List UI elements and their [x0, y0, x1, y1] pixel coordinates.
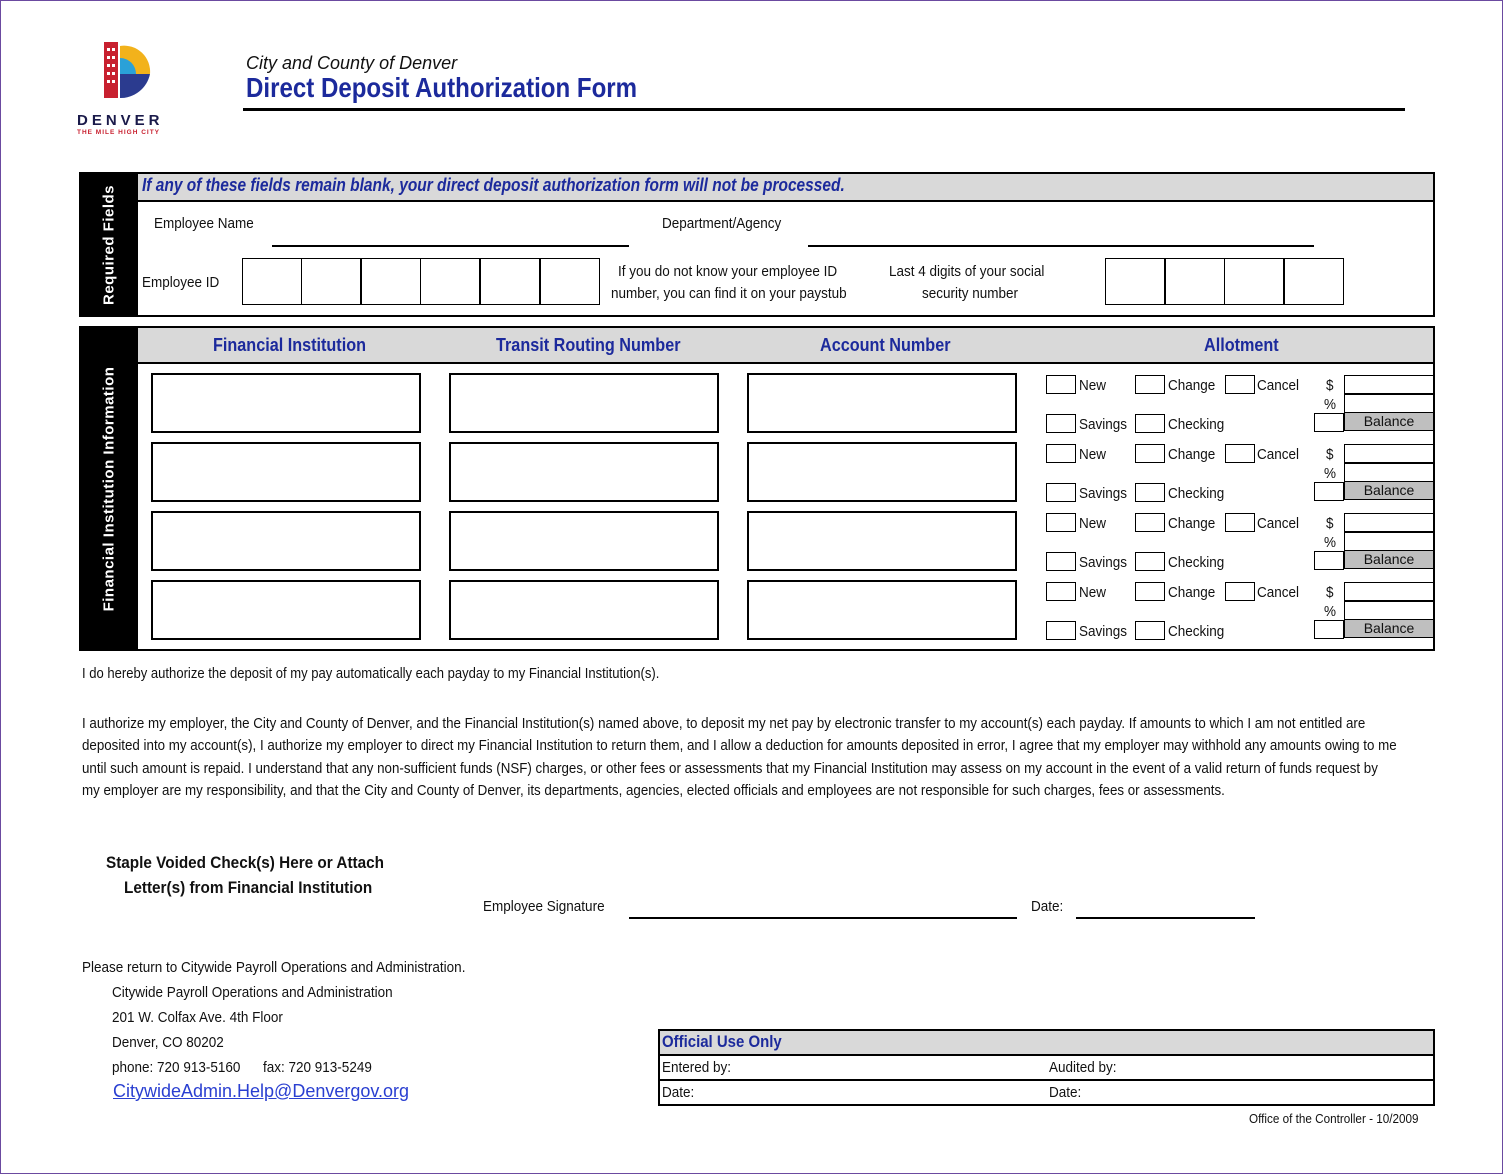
amount-input-2[interactable]	[1344, 444, 1434, 463]
balance-checkbox-4[interactable]	[1314, 620, 1344, 639]
return-email-link[interactable]: CitywideAdmin.Help@Denvergov.org	[113, 1081, 410, 1101]
balance-checkbox-2[interactable]	[1314, 482, 1344, 501]
col-financial-institution: Financial Institution	[213, 335, 366, 355]
ssn-digit-2[interactable]	[1165, 258, 1225, 305]
routing-input-1[interactable]	[449, 373, 719, 433]
ssn-label-line2: security number	[922, 285, 1019, 302]
dollar-label: $	[1326, 584, 1334, 601]
cancel-label: Cancel	[1257, 377, 1300, 394]
change-label: Change	[1168, 515, 1216, 532]
return-phone: phone: 720 913-5160	[112, 1059, 241, 1076]
id-hint-line2: number, you can find it on your paystub	[611, 285, 847, 302]
entered-by-label: Entered by:	[662, 1059, 732, 1076]
signature-label: Employee Signature	[483, 898, 605, 915]
account-input-3[interactable]	[747, 511, 1017, 571]
balance-label: Balance	[1344, 619, 1434, 638]
employee-id-digit-4[interactable]	[420, 258, 480, 305]
signature-date-label: Date:	[1031, 898, 1064, 915]
change-checkbox-1[interactable]	[1135, 375, 1165, 394]
employee-id-digit-2[interactable]	[301, 258, 361, 305]
staple-line1: Staple Voided Check(s) Here or Attach	[106, 853, 385, 872]
checking-label: Checking	[1168, 623, 1225, 640]
cancel-checkbox-4[interactable]	[1225, 582, 1255, 601]
percent-input-1[interactable]	[1344, 394, 1434, 413]
footer-office: Office of the Controller - 10/2009	[1249, 1111, 1419, 1126]
new-label: New	[1079, 515, 1107, 532]
ssn-digit-4[interactable]	[1284, 258, 1344, 305]
institution-input-4[interactable]	[151, 580, 421, 640]
official-date1-label: Date:	[662, 1084, 695, 1101]
dollar-label: $	[1326, 515, 1334, 532]
savings-checkbox-1[interactable]	[1046, 414, 1076, 433]
percent-label: %	[1324, 396, 1337, 413]
id-hint-line1: If you do not know your employee ID	[618, 263, 838, 280]
new-checkbox-4[interactable]	[1046, 582, 1076, 601]
title-rule	[243, 108, 1405, 111]
checking-checkbox-2[interactable]	[1135, 483, 1165, 502]
employee-name-label: Employee Name	[154, 215, 254, 232]
new-label: New	[1079, 584, 1107, 601]
savings-label: Savings	[1079, 554, 1128, 571]
checking-checkbox-1[interactable]	[1135, 414, 1165, 433]
logo-tagline: THE MILE HIGH CITY	[77, 129, 160, 136]
employee-id-digit-3[interactable]	[361, 258, 421, 305]
change-label: Change	[1168, 377, 1216, 394]
department-field[interactable]	[808, 245, 1314, 247]
savings-checkbox-2[interactable]	[1046, 483, 1076, 502]
col-account-number: Account Number	[820, 335, 951, 355]
org-name: City and County of Denver	[246, 53, 458, 73]
return-address1: 201 W. Colfax Ave. 4th Floor	[112, 1009, 283, 1026]
institution-input-3[interactable]	[151, 511, 421, 571]
checking-label: Checking	[1168, 554, 1225, 571]
account-input-1[interactable]	[747, 373, 1017, 433]
ssn-digit-1[interactable]	[1105, 258, 1165, 305]
percent-input-4[interactable]	[1344, 601, 1434, 620]
balance-label: Balance	[1344, 550, 1434, 569]
percent-label: %	[1324, 534, 1337, 551]
routing-input-2[interactable]	[449, 442, 719, 502]
percent-input-2[interactable]	[1344, 463, 1434, 482]
dollar-label: $	[1326, 446, 1334, 463]
checking-checkbox-3[interactable]	[1135, 552, 1165, 571]
denver-logo-icon	[98, 40, 154, 100]
staple-line2: Letter(s) from Financial Institution	[124, 878, 373, 897]
savings-label: Savings	[1079, 485, 1128, 502]
institution-input-2[interactable]	[151, 442, 421, 502]
savings-checkbox-4[interactable]	[1046, 621, 1076, 640]
financial-side-label: Financial Institution Information	[100, 366, 117, 611]
required-fields-side	[79, 172, 138, 317]
required-fields-side-label: Required Fields	[100, 184, 117, 305]
balance-checkbox-3[interactable]	[1314, 551, 1344, 570]
signature-date-field[interactable]	[1076, 917, 1255, 919]
return-address2: Denver, CO 80202	[112, 1034, 224, 1051]
employee-id-digit-1[interactable]	[242, 258, 302, 305]
checking-label: Checking	[1168, 485, 1225, 502]
employee-id-digit-5[interactable]	[480, 258, 540, 305]
dollar-label: $	[1326, 377, 1334, 394]
change-label: Change	[1168, 584, 1216, 601]
amount-input-1[interactable]	[1344, 375, 1434, 394]
col-allotment: Allotment	[1204, 335, 1279, 355]
balance-label: Balance	[1344, 481, 1434, 500]
employee-id-label: Employee ID	[142, 274, 220, 291]
new-checkbox-1[interactable]	[1046, 375, 1076, 394]
cancel-label: Cancel	[1257, 515, 1300, 532]
change-checkbox-3[interactable]	[1135, 513, 1165, 532]
official-title: Official Use Only	[662, 1032, 782, 1051]
change-label: Change	[1168, 446, 1216, 463]
new-label: New	[1079, 446, 1107, 463]
authorization-line: I do hereby authorize the deposit of my pay automatically each payday to my Financial Institution(s).	[82, 666, 660, 682]
checking-checkbox-4[interactable]	[1135, 621, 1165, 640]
routing-input-3[interactable]	[449, 511, 719, 571]
balance-checkbox-1[interactable]	[1314, 413, 1344, 432]
amount-input-4[interactable]	[1344, 582, 1434, 601]
institution-input-1[interactable]	[151, 373, 421, 433]
savings-label: Savings	[1079, 416, 1128, 433]
authorization-paragraph: I authorize my employer, the City and County of Denver, and the Financial Institution(s) named above, to deposit my net pay by electronic transfer to my account(s) each payday. If amounts to which I am not entitled are deposited into my account(s), I authorize my employer to direct my Financial Institution to return them, and I allow a deduction for amounts deposited in error, I agree that my employer may withhold any amounts owing to me until such amount is repaid. I understand that any non-sufficient funds (NSF) charges, or other fees or assessments that my Financial Institution may assess on my account in the event of a valid return of funds request by my employer are my responsibility, and that the City and County of Denver, its departments, agencies, elected officials and employees are not responsible for such charges, fees or assessments.	[82, 716, 1397, 799]
new-checkbox-3[interactable]	[1046, 513, 1076, 532]
return-intro: Please return to Citywide Payroll Operations and Administration.	[82, 959, 466, 976]
percent-label: %	[1324, 603, 1337, 620]
percent-label: %	[1324, 465, 1337, 482]
official-divider	[660, 1079, 1433, 1081]
financial-side	[79, 326, 138, 651]
official-date2-label: Date:	[1049, 1084, 1082, 1101]
logo-text: DENVER	[77, 112, 164, 129]
return-fax: fax: 720 913-5249	[263, 1059, 372, 1076]
ssn-digit-3[interactable]	[1224, 258, 1284, 305]
amount-input-3[interactable]	[1344, 513, 1434, 532]
col-transit-routing: Transit Routing Number	[496, 335, 681, 355]
change-checkbox-2[interactable]	[1135, 444, 1165, 463]
return-dept: Citywide Payroll Operations and Administration	[112, 984, 393, 1001]
savings-label: Savings	[1079, 623, 1128, 640]
cancel-checkbox-3[interactable]	[1225, 513, 1255, 532]
new-checkbox-2[interactable]	[1046, 444, 1076, 463]
cancel-checkbox-1[interactable]	[1225, 375, 1255, 394]
cancel-label: Cancel	[1257, 446, 1300, 463]
balance-label: Balance	[1344, 412, 1434, 431]
new-label: New	[1079, 377, 1107, 394]
percent-input-3[interactable]	[1344, 532, 1434, 551]
checking-label: Checking	[1168, 416, 1225, 433]
signature-field[interactable]	[629, 917, 1017, 919]
cancel-label: Cancel	[1257, 584, 1300, 601]
account-input-4[interactable]	[747, 580, 1017, 640]
savings-checkbox-3[interactable]	[1046, 552, 1076, 571]
account-input-2[interactable]	[747, 442, 1017, 502]
form-title: Direct Deposit Authorization Form	[246, 72, 638, 103]
warning-text: If any of these fields remain blank, your direct deposit authorization form will not be processed.	[142, 175, 845, 195]
audited-by-label: Audited by:	[1049, 1059, 1117, 1076]
routing-input-4[interactable]	[449, 580, 719, 640]
ssn-label-line1: Last 4 digits of your social	[889, 263, 1045, 280]
employee-name-field[interactable]	[272, 245, 629, 247]
cancel-checkbox-2[interactable]	[1225, 444, 1255, 463]
change-checkbox-4[interactable]	[1135, 582, 1165, 601]
department-label: Department/Agency	[662, 215, 782, 232]
employee-id-digit-6[interactable]	[540, 258, 600, 305]
